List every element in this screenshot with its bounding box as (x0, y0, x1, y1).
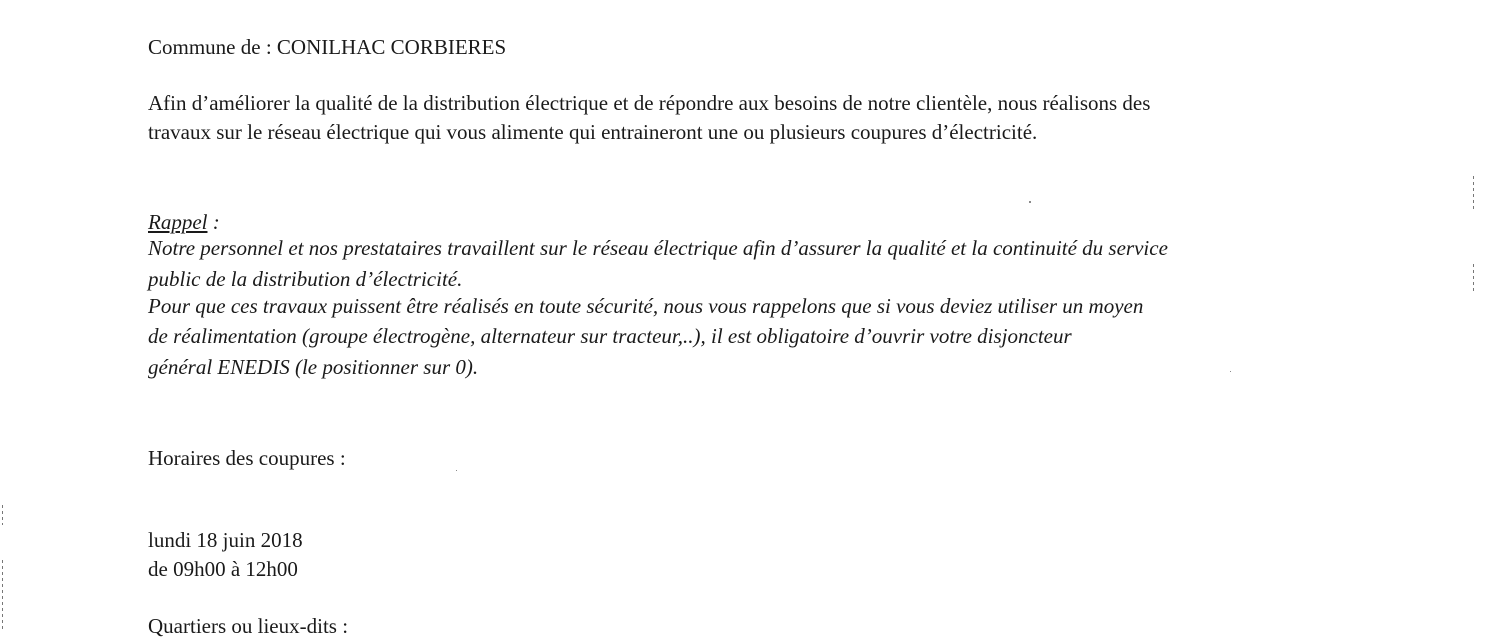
scan-edge-mark (1473, 264, 1474, 294)
rappel-heading: Rappel (148, 210, 208, 234)
rappel-line-4: de réalimentation (groupe électrogène, alternateur sur tracteur,..), il est obligatoire d’ouvrir votre disjoncteur (148, 324, 1072, 348)
outage-time: de 09h00 à 12h00 (148, 557, 298, 581)
scan-speck (456, 470, 457, 471)
rappel-line-1: Notre personnel et nos prestataires travaillent sur le réseau électrique afin d’assurer la qualité et la continuité du service (148, 236, 1168, 260)
intro-line-1: Afin d’améliorer la qualité de la distribution électrique et de répondre aux besoins de notre clientèle, nous réalisons des (148, 91, 1151, 115)
rappel-line-3: Pour que ces travaux puissent être réalisés en toute sécurité, nous vous rappelons que si vous deviez utiliser un moyen (148, 294, 1144, 318)
scan-edge-mark (1473, 176, 1474, 209)
commune-line: Commune de : CONILHAC CORBIERES (148, 35, 507, 59)
scan-speck (1029, 201, 1031, 203)
quartiers-label: Quartiers ou lieux-dits : (148, 614, 349, 638)
rappel-heading-line (148, 208, 220, 236)
scan-speck (1230, 371, 1231, 372)
rappel-line-2: public de la distribution d’électricité. (148, 267, 463, 291)
rappel-line-5: général ENEDIS (le positionner sur 0). (148, 355, 479, 379)
outage-date: lundi 18 juin 2018 (148, 528, 303, 552)
scan-edge-mark (2, 560, 3, 630)
horaires-label: Horaires des coupures : (148, 446, 346, 470)
rappel-heading-colon: : (207, 210, 220, 234)
scan-edge-mark (2, 505, 3, 525)
intro-line-2: travaux sur le réseau électrique qui vous alimente qui entraineront une ou plusieurs coupures d’électricité. (148, 120, 1038, 144)
